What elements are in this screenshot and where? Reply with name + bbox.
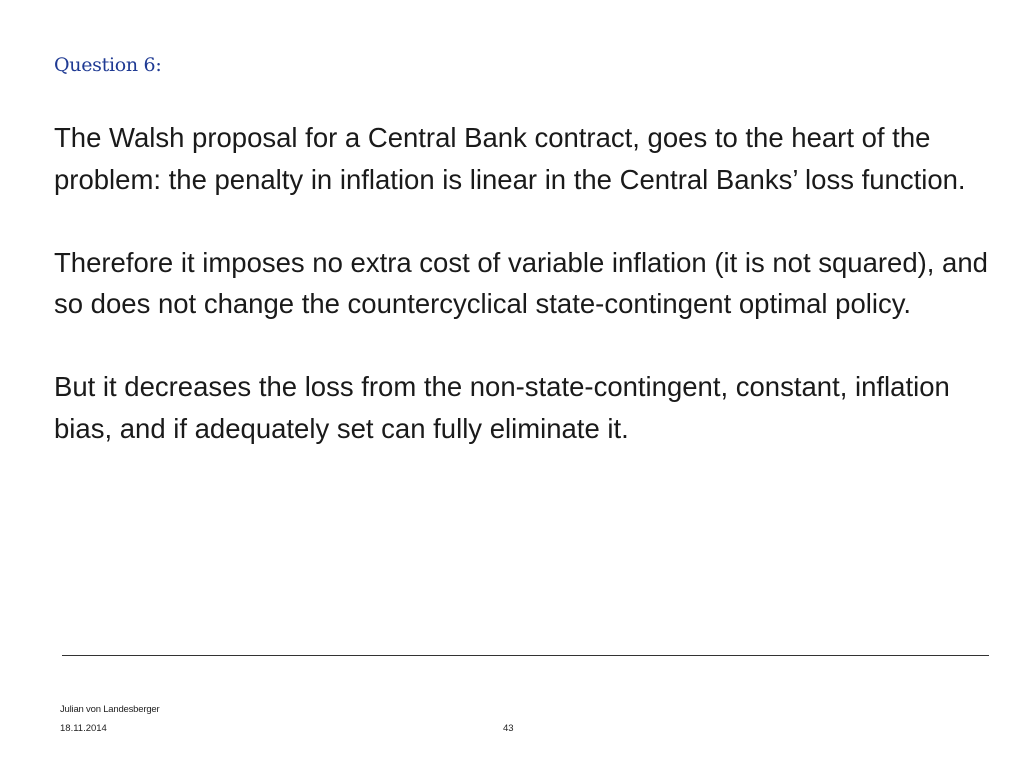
footer-author: Julian von Landesberger [60,704,160,715]
footer-date: 18.11.2014 [60,723,107,734]
page-number: 43 [503,723,514,734]
slide-title: Question 6: [54,54,162,76]
paragraph-3: But it decreases the loss from the non-state-contingent, constant, inflation bias, and if adequately set can fully eliminate it. [54,371,950,444]
footer-divider [62,655,989,656]
paragraph-1: The Walsh proposal for a Central Bank contract, goes to the heart of the problem: the penalty in inflation is linear in the Central Banks’ loss function. [54,122,966,195]
paragraph-2: Therefore it imposes no extra cost of variable inflation (it is not squared), and so does not change the countercyclical state-contingent optimal policy. [54,246,988,319]
slide-body [54,117,999,449]
